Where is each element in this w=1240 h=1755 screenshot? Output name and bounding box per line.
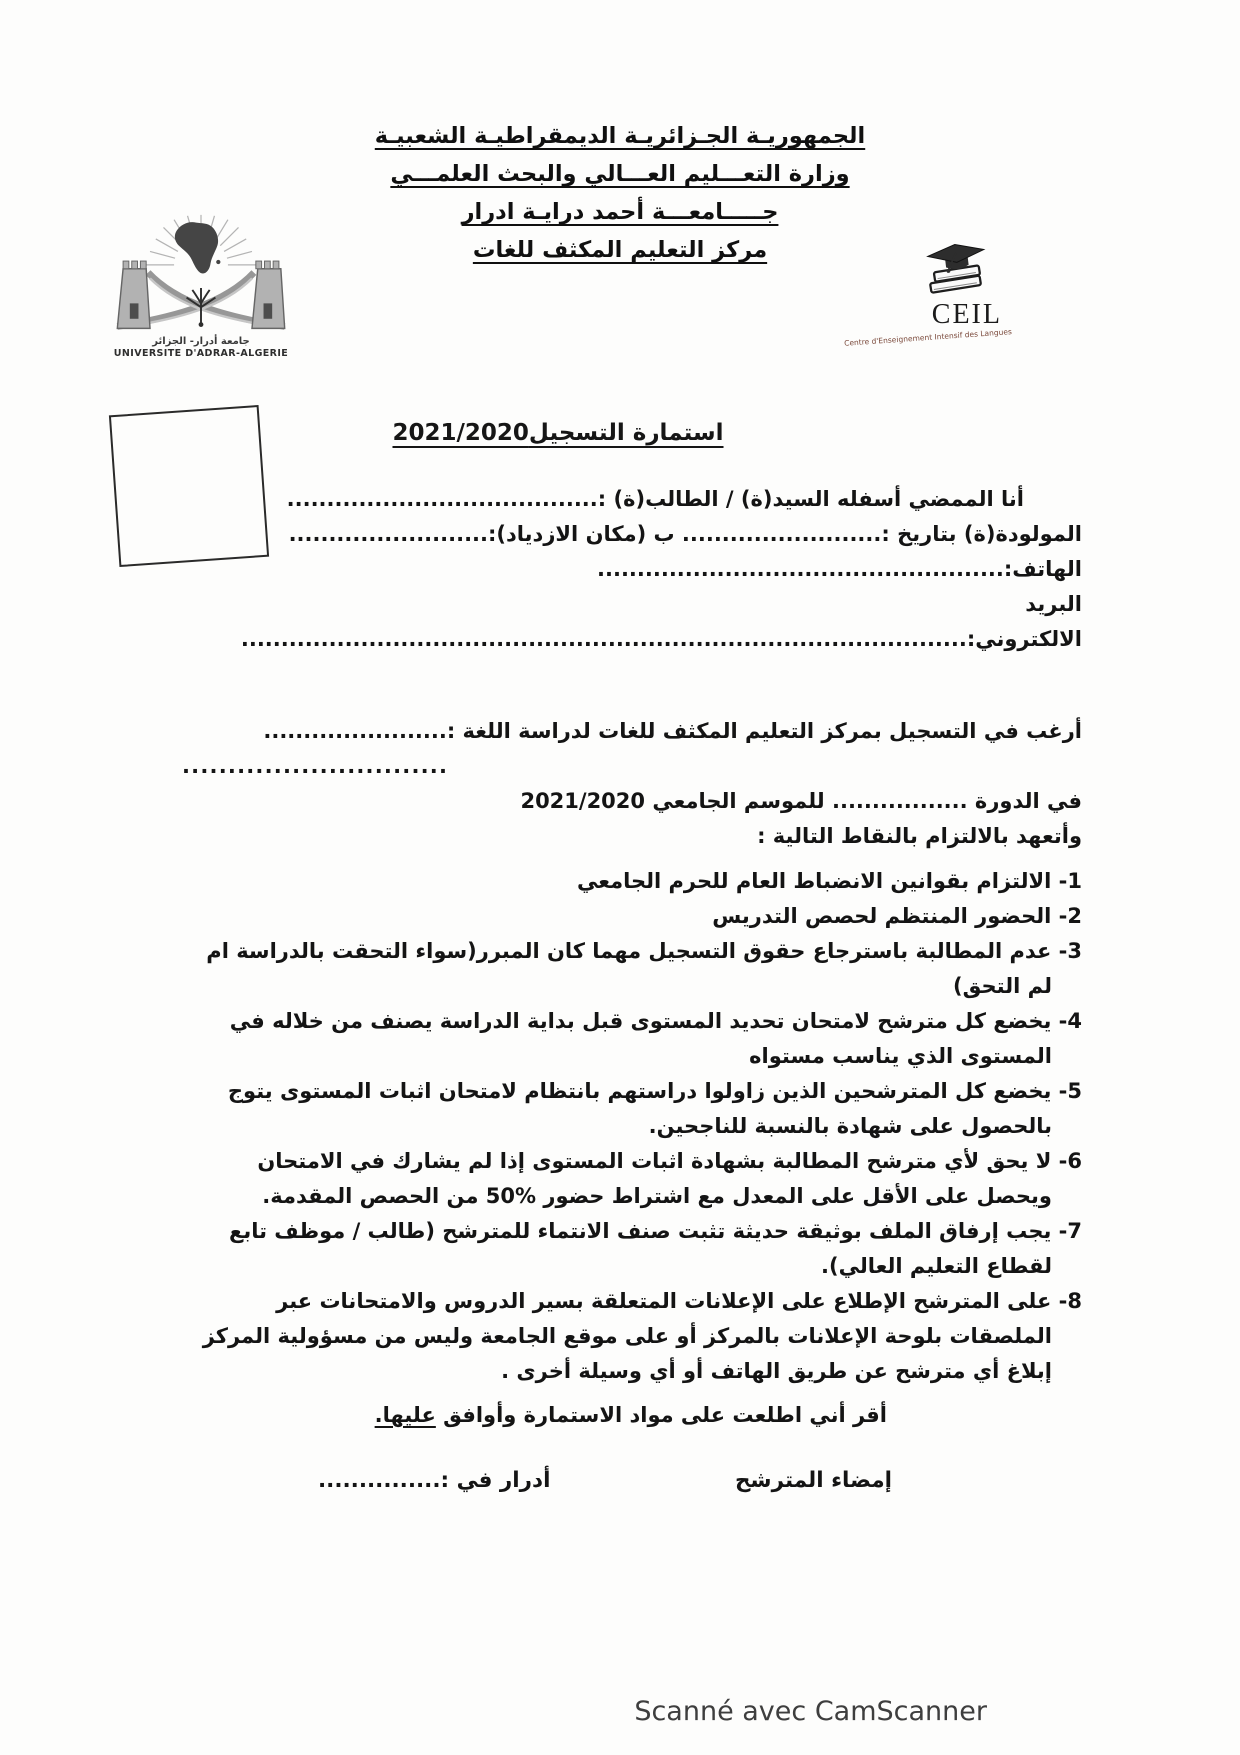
item-number: 1- (1058, 869, 1082, 893)
header-line-university-text: جـــــامعـــة أحمد درايـة ادرار (461, 199, 779, 225)
header-line-ministry-text: وزارة التعـــليم العـــالي والبحث العلمـــي (390, 161, 850, 187)
request-section (182, 714, 1082, 854)
fullname-label: أنا الممضي أسفله السيد(ة) / الطالب(ة) : (597, 487, 1024, 511)
place-date-line (318, 1468, 550, 1493)
request-language-dotted-line: ....................... (263, 719, 447, 743)
email-dotted-line: ........................................................................................... (240, 627, 967, 651)
academic-year-label: للموسم الجامعي 2021/2020 (520, 789, 832, 813)
email-label: البريد الالكتروني: (966, 592, 1082, 651)
commitment-item-2 (182, 899, 1082, 934)
item-text: يخضع كل المترشحين الذين زاولوا دراستهم بانتظام لامتحان اثبات المستوى يتوج بالحصول على شهادة بالنسبة للناجحين. (227, 1079, 1052, 1138)
item-number: 7- (1058, 1219, 1082, 1243)
item-number: 4- (1058, 1009, 1082, 1033)
item-text: عدم المطالبة باسترجاع حقوق التسجيل مهما كان المبرر(سواء التحقت بالدراسة ام لم التحق) (206, 939, 1052, 998)
item-number: 3- (1058, 939, 1082, 963)
birthplace-label: ب (مكان الازدياد): (488, 522, 675, 546)
item-number: 6- (1058, 1149, 1082, 1173)
field-birthdate-birthplace (182, 517, 1082, 552)
item-text: لا يحق لأي مترشح المطالبة بشهادة اثبات المستوى إذا لم يشارك في الامتحان ويحصل على الأقل على المعدل مع اشتراط حضور %50 من الحصص المقدمة. (257, 1149, 1052, 1208)
header-line-ministry (0, 156, 1240, 194)
graduation-cap-books-icon (922, 240, 990, 298)
item-number: 8- (1058, 1289, 1082, 1313)
field-email (182, 587, 1082, 657)
camscanner-watermark: Scanné avec CamScanner (634, 1696, 987, 1727)
closing-statement (182, 1398, 1082, 1433)
birthplace-dotted-line: ......................... (288, 522, 489, 546)
university-caption-french: UNIVERSITE D'ADRAR-ALGERIE (113, 348, 289, 359)
commitment-item-8 (182, 1284, 1082, 1389)
university-emblem-icon (100, 214, 302, 336)
item-text: على المترشح الإطلاع على الإعلانات المتعلقة بسير الدروس والامتحانات عبر الملصقات بلوحة الإعلانات بالمركز أو على موقع الجامعة وليس من مسؤولية المركز إبلاغ أي مترشح عن طريق الهاتف أو أي وسيلة أخرى . (202, 1289, 1052, 1383)
commitment-item-1 (182, 864, 1082, 899)
closing-text: أقر أني اطلعت على مواد الاستمارة وأوافق (435, 1403, 887, 1427)
commitment-item-7 (182, 1214, 1082, 1284)
form-title-wrap (388, 420, 728, 446)
session-label: في الدورة (967, 789, 1082, 813)
commitment-item-3 (182, 934, 1082, 1004)
header-line-center-text: مركز التعليم المكثف للغات (472, 237, 768, 263)
form-title: استمارة التسجيل2021/2020 (392, 420, 724, 446)
fullname-dotted-line: ....................................... (286, 487, 598, 511)
closing-underlined-word: عليها. (374, 1403, 436, 1427)
identity-section (182, 482, 1082, 657)
university-logo (94, 214, 308, 360)
commitments-list (182, 864, 1082, 1389)
ceil-logo (842, 240, 1013, 348)
item-number: 2- (1058, 904, 1082, 928)
phone-dotted-line: ................................................... (597, 557, 1004, 581)
ceil-subtitle-text: Centre d'Enseignement Intensif des Langues (843, 327, 1013, 348)
item-text: يجب إرفاق الملف بوثيقة حديثة تثبت صنف الانتماء للمترشح (طالب / موظف تابع لقطاع التعليم العالي). (229, 1219, 1052, 1278)
birthdate-dotted-line: ......................... (681, 522, 882, 546)
item-text: يخضع كل مترشح لامتحان تحديد المستوى قبل بداية الدراسة يصنف من خلاله في المستوى الذي يناسب مستواه (229, 1009, 1052, 1068)
item-text: الحضور المنتظم لحصص التدريس (712, 904, 1052, 928)
item-number: 5- (1058, 1079, 1082, 1103)
request-language-line (182, 714, 1082, 749)
field-fullname (182, 482, 1082, 517)
candidate-signature-label: إمضاء المترشح (734, 1468, 892, 1493)
commitment-intro-line: وأتعهد بالالتزام بالنقاط التالية : (757, 824, 1082, 848)
phone-label: الهاتف: (1003, 557, 1082, 581)
commitment-item-6 (182, 1144, 1082, 1214)
header-line-republic (0, 118, 1240, 156)
ceil-emblem (842, 240, 1012, 302)
commitment-item-5 (182, 1074, 1082, 1144)
university-caption-arabic: جامعة أدرار- الجزائر (152, 336, 250, 347)
field-phone (182, 552, 1082, 587)
birthdate-label: المولودة(ة) بتاريخ : (881, 522, 1082, 546)
request-language-label: أرغب في التسجيل بمركز التعليم المكثف للغات لدراسة اللغة : (446, 719, 1082, 743)
request-session-line (182, 784, 1082, 819)
item-text: الالتزام بقوانين الانضباط العام للحرم الجامعي (576, 869, 1052, 893)
session-dotted-line: ................. (832, 789, 968, 813)
header-line-republic-text: الجمهوريـة الجـزائريـة الديمقراطيـة الشعبيـة (374, 123, 866, 149)
place-date-label: أدرار في : (440, 1468, 551, 1493)
request-language-dots-continuation: ............................. (182, 754, 449, 778)
place-date-dotted-line: ............... (318, 1468, 441, 1493)
commitment-item-4 (182, 1004, 1082, 1074)
ceil-acronym-text: CEIL (931, 299, 1002, 330)
